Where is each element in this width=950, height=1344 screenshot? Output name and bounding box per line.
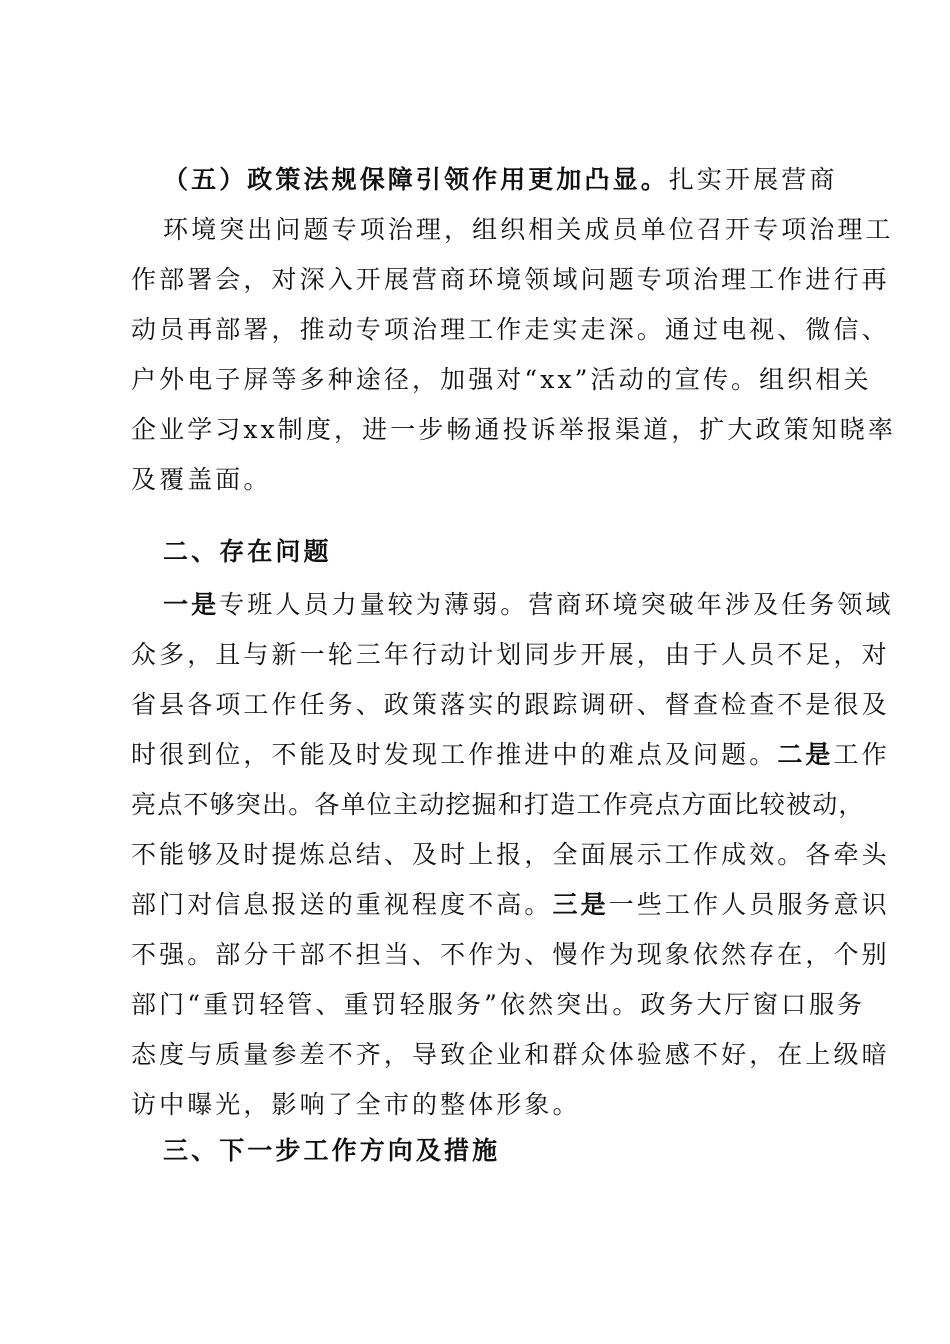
section-2-heading: 二、存在问题 (163, 537, 332, 566)
paragraph-line: 不能够及时提炼总结、及时上报，全面展示工作成效。各牵头 (131, 840, 890, 869)
point-one-label: 一是 (163, 590, 220, 619)
point-three-label: 三是 (552, 890, 609, 919)
paragraph-line: 众多，且与新一轮三年行动计划同步开展，由于人员不足，对 (131, 640, 890, 669)
point-two-text-end: 部门对信息报送的重视程度不高。 (131, 890, 553, 919)
paragraph-line: 作部署会，对深入开展营商环境领域问题专项治理工作进行再 (131, 265, 890, 294)
point-one-text-end: 时很到位，不能及时发现工作推进中的难点及问题。 (131, 740, 778, 769)
paragraph-line: 动员再部署，推动专项治理工作走实走深。通过电视、微信、 (131, 315, 890, 344)
point-one-text: 专班人员力量较为薄弱。营商环境突破年涉及任务领域 (219, 590, 894, 619)
paragraph-line: 企业学习xx制度，进一步畅通投诉举报渠道，扩大政策知晓率 (131, 415, 897, 444)
paragraph-line (131, 880, 890, 930)
paragraph-line: 访中曝光，影响了全市的整体形象。 (131, 1090, 581, 1119)
paragraph-line: 户外电子屏等多种途径，加强对“xx”活动的宣传。组织相关 (131, 365, 872, 394)
section-3-heading: 三、下一步工作方向及措施 (163, 1136, 501, 1165)
point-two-label: 二是 (777, 740, 834, 769)
point-two-text: 工作 (833, 740, 890, 769)
paragraph-line: 环境突出问题专项治理，组织相关成员单位召开专项治理工 (163, 215, 894, 244)
paragraph-line: 省县各项工作任务、政策落实的跟踪调研、督查检查不是很及 (131, 690, 890, 719)
section-5-heading: （五）政策法规保障引领作用更加凸显。 (163, 165, 669, 194)
section-5-heading-line (163, 155, 837, 205)
paragraph-line: 亮点不够突出。各单位主动挖掘和打造工作亮点方面比较被动， (131, 790, 865, 819)
section-5-text-start: 扎实开展营商 (668, 165, 838, 194)
paragraph-line (131, 730, 890, 780)
paragraph-line: 及覆盖面。 (131, 465, 272, 494)
paragraph-line (163, 580, 894, 630)
paragraph-line: 部门“重罚轻管、重罚轻服务”依然突出。政务大厅窗口服务 (131, 990, 866, 1019)
paragraph-line: 态度与质量参差不齐，导致企业和群众体验感不好，在上级暗 (131, 1040, 890, 1069)
paragraph-line: 不强。部分干部不担当、不作为、慢作为现象依然存在，个别 (131, 940, 890, 969)
point-three-text: 一些工作人员服务意识 (608, 890, 890, 919)
